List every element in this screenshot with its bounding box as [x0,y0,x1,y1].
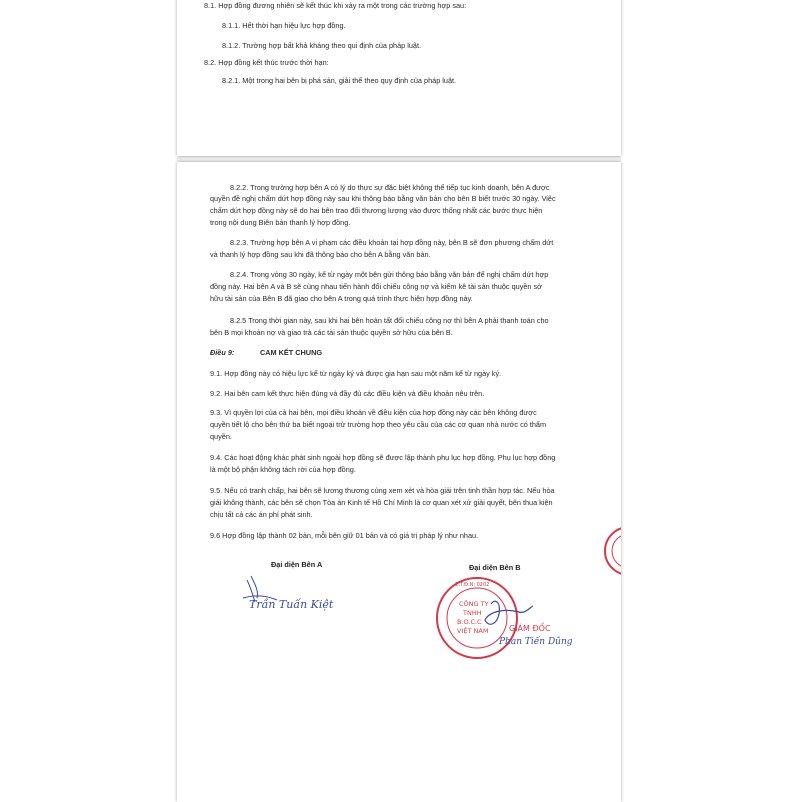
clause-9-4-line: 9.4. Các hoạt động khác phát sinh ngoài hợp đồng sẽ được lập thành phụ lục hợp đồng. Phụ lục hợp đồng [210,453,556,462]
article-9-label: Điều 9: [210,348,235,357]
document-page-1 [177,0,621,156]
stamp-line: CÔNG TY [459,600,489,608]
signature-party-a-text: Trần Tuấn Kiệt [249,598,334,611]
clause-8-2-4-line: hữu tài sản của Bên B đã giao cho bên A trong quá trình thực hiện hợp đồng này. [210,294,473,303]
clause-8-2-1: 8.2.1. Một trong hai bên bị phá sản, giải thể theo quy định của pháp luật. [222,76,457,85]
clause-8-2-2-line: 8.2.2. Trong trường hợp bên A có lý do thực sự đặc biệt không thể tiếp tục kinh doanh, bên A được [230,183,550,192]
stamp-line: VIỆT NAM [457,627,489,635]
clause-8-2-3-line: và thanh lý hợp đồng sau khi đã thông báo cho bên A bằng văn bản. [210,250,431,259]
clause-9-5-line: chịu tất cả các án phí phát sinh. [210,510,313,519]
stamp-ring-text: C.T.Đ.N: 0202 [455,582,490,588]
clause-9-2: 9.2. Hai bên cam kết thực hiện đúng và đầy đủ các điều kiện và điều khoản nêu trên. [210,389,485,398]
clause-8-1-2: 8.1.2. Trường hợp bất khả kháng theo qui định của pháp luật. [222,41,422,50]
article-9-title: CAM KẾT CHUNG [260,348,323,357]
stamp-line: TNHH [463,609,482,617]
clause-8-2-5-line: bên B mọi khoản nợ và giao trả các tài sản thuộc quyền sở hữu của bên B. [210,328,453,337]
clause-8-2-5-line: 8.2.5 Trong thời gian này, sau khi hai bên hoàn tất đối chiếu công nợ thì bên A phải thanh toán cho [230,316,549,325]
clause-8-1-1: 8.1.1. Hết thời hạn hiệu lực hợp đồng. [222,21,346,30]
clause-9-6: 9.6 Hợp đồng lập thành 02 bản, mỗi bên giữ 01 bản và có giá trị pháp lý như nhau. [210,531,479,540]
document-page-2 [177,162,621,802]
clause-9-4-line: là một bộ phận không tách rời của hợp đồng. [210,465,356,474]
clause-8-2-2-line: quyền đề nghị chấm dứt hợp đồng này sau khi thông báo bằng văn bản cho bên B biết trước 30 ngày. Việc [210,194,556,203]
signature-party-a [237,568,377,618]
clause-9-5-line: giải không thành, các bên sẽ chọn Tòa án Kinh tế Hồ Chí Minh là cơ quan xét xử giải quyết, bên thua kiện [210,498,553,507]
clause-8-1: 8.1. Hợp đồng đương nhiên sẽ kết thúc khi xảy ra một trong các trường hợp sau: [204,1,467,10]
stamp-line: B.O.C.C [457,618,482,626]
signature-title-party-b: Đại diện Bên B [469,563,521,572]
clause-9-3-line: 9.3. Vì quyền lợi của cả hai bên, mọi điều khoản về điều kiện của hợp đồng này các bên không được [210,408,537,417]
clause-9-1: 9.1. Hợp đồng này có hiệu lực kể từ ngày ký và được gia hạn sau một năm kể từ ngày ký. [210,369,502,378]
clause-8-2-2-line: trong nội dung Biên bản thanh lý hợp đồng. [210,218,351,227]
clause-9-5-line: 9.5. Nếu có tranh chấp, hai bên sẽ lương thương cùng xem xét và hòa giải trên tinh thần hợp tác. Nếu hòa [210,486,555,495]
director-name: Phan Tiến Dũng [499,637,573,647]
company-stamp [429,568,579,668]
edge-stamp [595,524,621,578]
clause-8-2: 8.2. Hợp đồng kết thúc trước thời hạn: [204,58,329,67]
clause-9-3-line: quyền. [210,432,232,441]
clause-8-2-2-line: chấm dứt hợp đồng này sẽ do hai bên trao đổi thương lượng vào được thống nhất các bước thực hiện [210,206,543,215]
clause-8-2-4-line: 8.2.4. Trong vòng 30 ngày, kể từ ngày một bên gửi thông báo bằng văn bản để nghị chấm dứt hợp [230,270,549,279]
clause-9-3-line: quyền tiết lộ cho bên thứ ba biết ngoại trừ trường hợp theo yêu cầu của các cơ quan nhà nước có thẩm [210,420,547,429]
signature-title-party-a: Đại diện Bên A [271,560,323,569]
director-title: GIÁM ĐỐC [509,624,551,633]
clause-8-2-3-line: 8.2.3. Trường hợp bên A vi phạm các điều khoản tại hợp đồng này, bên B sẽ đơn phương chấm dứt [230,238,554,247]
clause-8-2-4-line: đồng này. Hai bên A và B sẽ cùng nhau tiến hành đối chiếu công nợ và kiểm kê tài sản thuộc quyền sở [210,282,542,291]
